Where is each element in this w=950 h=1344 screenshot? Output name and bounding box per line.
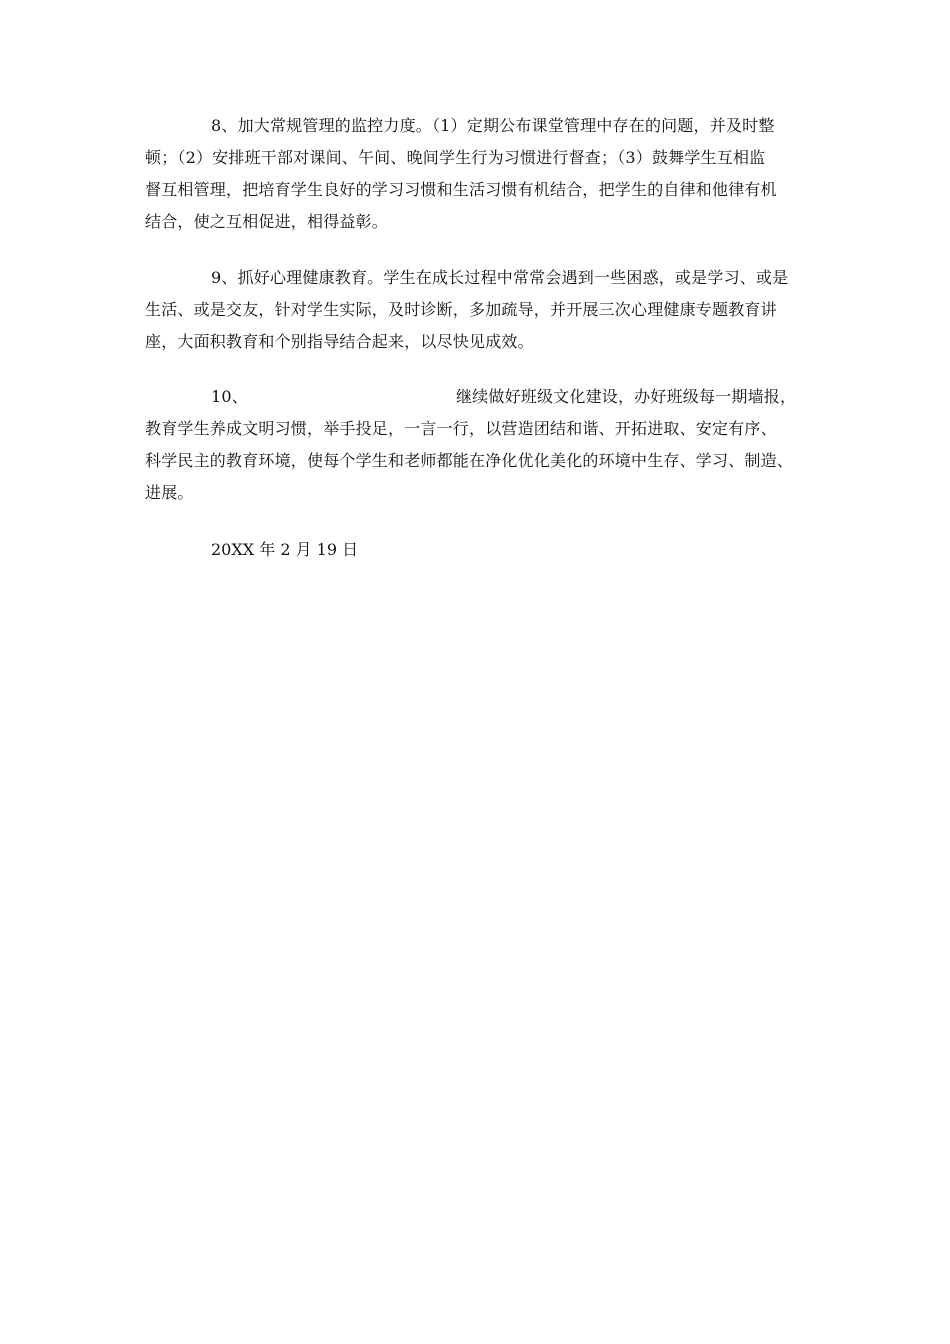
- paragraph-item-8: [145, 110, 809, 238]
- paragraph-line: 科学民主的教育环境，使每个学生和老师都能在净化优化美化的环境中生存、学习、制造、: [145, 451, 794, 470]
- paragraph-line: 结合，使之互相促进，相得益彰。: [145, 212, 389, 231]
- paragraph-item-9: [145, 262, 809, 358]
- paragraph-item-10: [145, 381, 809, 509]
- paragraph-line: 进展。: [145, 483, 194, 502]
- paragraph-line: 座，大面积教育和个别指导结合起来，以尽快见成效。: [145, 332, 534, 351]
- paragraph-line: 8、加大常规管理的监控力度。（1）定期公布课堂管理中存在的问题，并及时整: [211, 116, 775, 135]
- paragraph-lead-text: 继续做好班级文化建设，办好班级每一期墙报，: [455, 387, 797, 406]
- paragraph-line: 9、抓好心理健康教育。学生在成长过程中常常会遇到一些困惑，或是学习、或是: [211, 268, 789, 287]
- paragraph-line: 督互相管理，把培育学生良好的学习习惯和生活习惯有机结合，把学生的自律和他律有机: [145, 180, 777, 199]
- paragraph-number: 10、: [211, 387, 248, 406]
- paragraph-lead-line: [145, 381, 809, 413]
- paragraph-line: 生活、或是交友，针对学生实际，及时诊断，多加疏导，并开展三次心理健康专题教育讲: [145, 300, 777, 319]
- document-date: 20XX 年 2 月 19 日: [211, 540, 359, 559]
- paragraph-line: 教育学生养成文明习惯，举手投足，一言一行，以营造团结和谐、开拓进取、安定有序、: [145, 419, 777, 438]
- paragraph-line: 顿；（2）安排班干部对课间、午间、晚间学生行为习惯进行督查；（3）鼓舞学生互相监: [145, 148, 766, 167]
